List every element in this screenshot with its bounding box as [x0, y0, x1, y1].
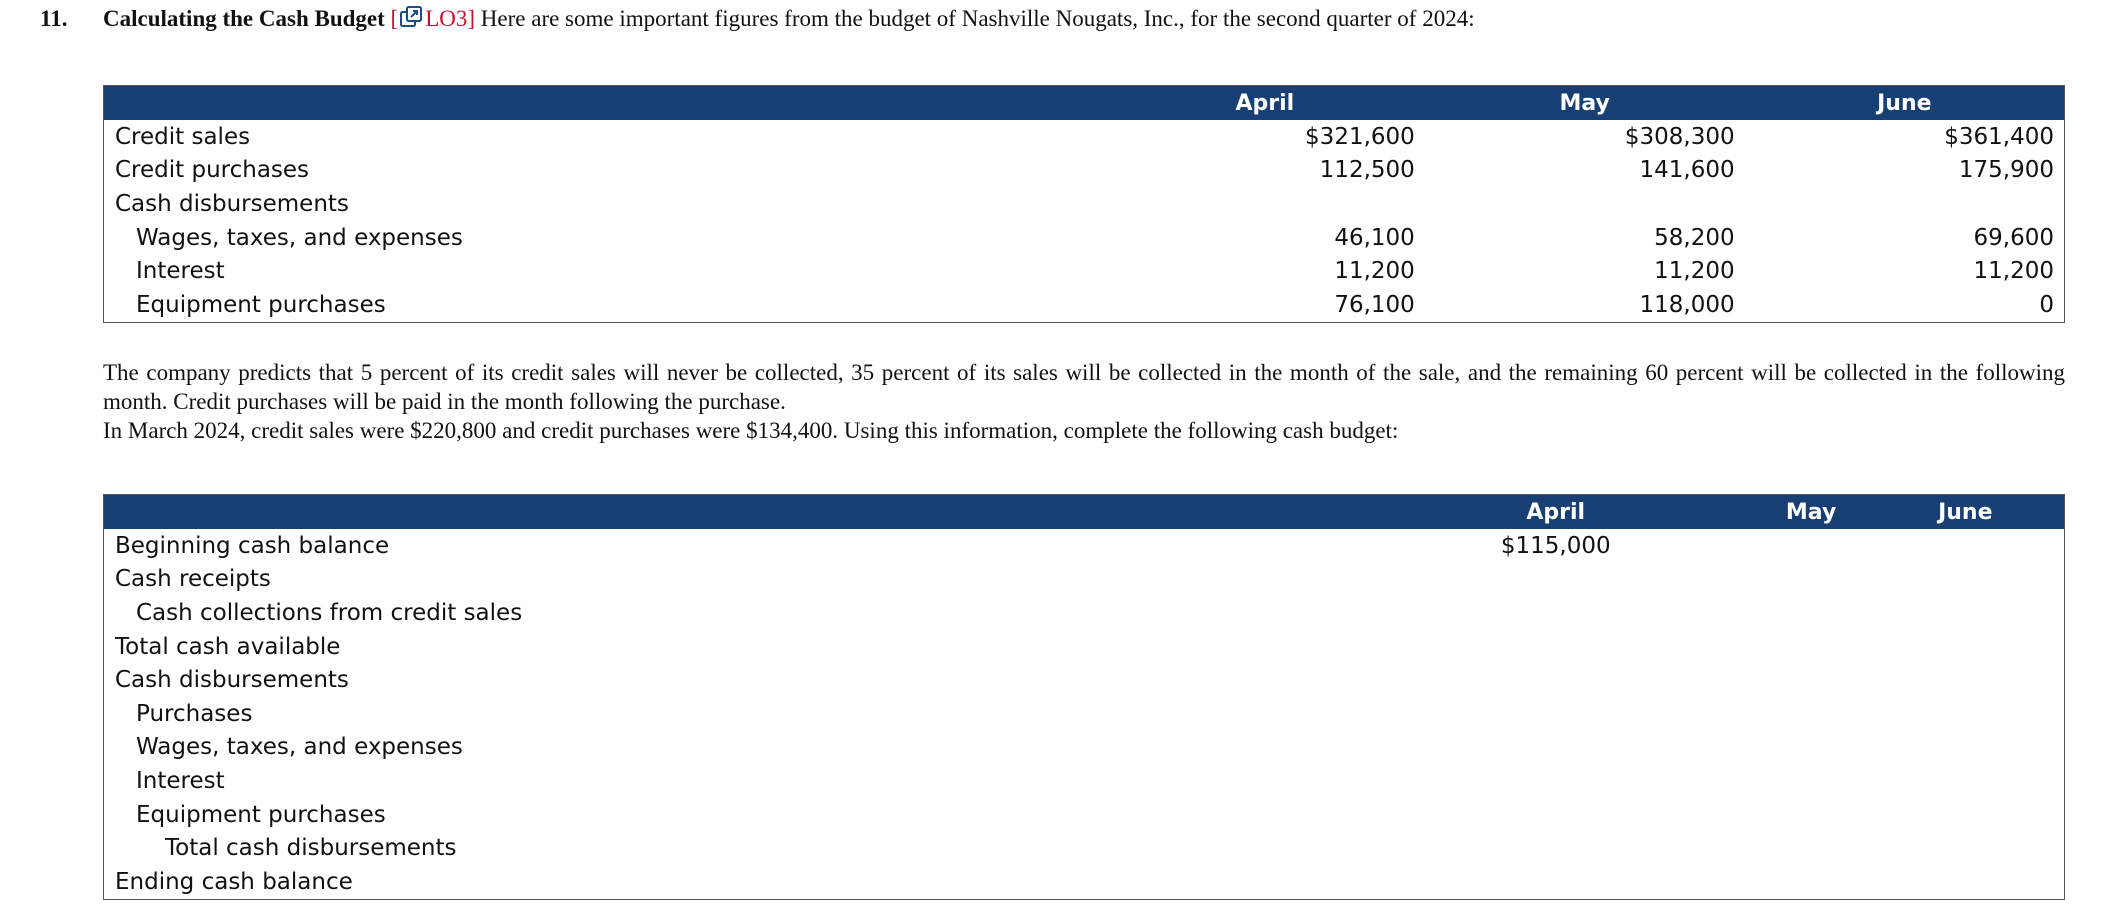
table-row	[104, 120, 2065, 154]
row-label: Wages, taxes, and expenses	[136, 734, 463, 761]
cell-value: 141,600	[1639, 157, 1735, 184]
table-row	[104, 254, 2065, 288]
cell-value	[1756, 831, 1867, 865]
table-row	[104, 596, 2065, 630]
cell-value: $115,000	[1500, 532, 1611, 559]
cell-value	[1867, 663, 2065, 697]
cell-value	[1756, 764, 1867, 798]
column-header-may: May	[1559, 90, 1610, 116]
cell-value	[1356, 731, 1756, 765]
cell-value: 11,200	[1334, 258, 1415, 285]
column-header-june: June	[1938, 499, 1993, 525]
column-header-april: April	[1526, 499, 1586, 525]
cell-value: $308,300	[1624, 123, 1735, 150]
cell-value	[1356, 865, 1756, 899]
problem-header	[40, 6, 1475, 32]
cell-value	[1867, 731, 2065, 765]
cell-value	[1867, 563, 2065, 597]
cell-value	[1356, 697, 1756, 731]
cell-value	[1356, 798, 1756, 832]
cell-value: $361,400	[1944, 123, 2054, 150]
cell-value	[1356, 563, 1756, 597]
cell-value	[1356, 596, 1756, 630]
cell-value: 112,500	[1319, 157, 1415, 184]
problem-description	[103, 358, 2065, 445]
bracket-open: [	[390, 6, 399, 31]
description-line: In March 2024, credit sales were $220,800 and credit purchases were $134,400. Using this information, complete the following cash budget:	[103, 418, 1399, 443]
learning-objective-link[interactable]	[391, 6, 476, 31]
row-label: Beginning cash balance	[115, 532, 390, 559]
cell-value: 46,100	[1334, 224, 1415, 251]
cell-value	[1756, 798, 1867, 832]
cell-value	[1867, 764, 2065, 798]
description-line: The company predicts that 5 percent of its credit sales will never be collected, 35 percent of its sales will be collected in the month of the sale, and the remaining 60 percent will be collected in the following month. Credit purchases will be paid in the month following the purchase.	[103, 360, 2065, 414]
row-label: Ending cash balance	[115, 868, 353, 895]
external-link-icon[interactable]	[399, 6, 423, 28]
table-row	[104, 630, 2065, 664]
cell-value	[1867, 596, 2065, 630]
cash-budget-table	[103, 494, 2065, 900]
cell-value: 175,900	[1958, 157, 2054, 184]
cell-value	[1756, 865, 1867, 899]
cell-value	[1425, 187, 1745, 221]
column-header-june: June	[1877, 90, 1932, 116]
cell-value: $321,600	[1305, 123, 1415, 150]
cell-value	[1756, 731, 1867, 765]
row-label: Total cash available	[115, 633, 341, 660]
cell-value: 11,200	[1973, 258, 2054, 285]
column-header	[104, 86, 1105, 121]
problem-title: Calculating the Cash Budget	[103, 6, 385, 31]
row-label: Cash collections from credit sales	[136, 599, 523, 626]
cell-value	[1756, 663, 1867, 697]
row-label: Credit sales	[115, 123, 251, 150]
cell-value: 0	[2039, 291, 2054, 318]
cell-value	[1867, 630, 2065, 664]
budget-figures-table	[103, 85, 2065, 323]
table-row	[104, 865, 2065, 899]
table-row	[104, 288, 2065, 322]
cell-value	[1745, 187, 2065, 221]
problem-number: 11.	[40, 6, 68, 31]
table-row	[104, 798, 2065, 832]
column-header-april: April	[1235, 90, 1295, 116]
table-row	[104, 563, 2065, 597]
cell-value: 76,100	[1334, 291, 1415, 318]
column-header-may: May	[1785, 499, 1837, 525]
row-label: Interest	[136, 767, 225, 794]
cell-value	[1105, 187, 1425, 221]
cell-value	[1867, 831, 2065, 865]
cell-value	[1756, 596, 1867, 630]
cell-value	[1356, 764, 1756, 798]
cell-value	[1756, 630, 1867, 664]
table-row	[104, 529, 2065, 563]
cell-value: 118,000	[1639, 291, 1735, 318]
cell-value	[1356, 831, 1756, 865]
cell-value	[1756, 563, 1867, 597]
table-header-row	[104, 495, 2065, 530]
table-row	[104, 831, 2065, 865]
cell-value	[1756, 697, 1867, 731]
row-label: Interest	[136, 258, 225, 285]
row-label: Equipment purchases	[136, 801, 386, 828]
cell-value: 11,200	[1654, 258, 1735, 285]
row-label: Equipment purchases	[136, 291, 386, 318]
problem-intro: Here are some important figures from the budget of Nashville Nougats, Inc., for the second quarter of 2024:	[480, 6, 1475, 31]
cell-value	[1867, 529, 2065, 563]
cell-value	[1756, 529, 1867, 563]
learning-objective-label: LO3]	[425, 6, 476, 31]
table-row	[104, 764, 2065, 798]
table-header-row	[104, 86, 2065, 121]
table-row	[104, 221, 2065, 255]
cell-value	[1356, 630, 1756, 664]
row-label: Total cash disbursements	[165, 835, 457, 862]
row-label: Credit purchases	[115, 157, 310, 184]
row-label: Cash receipts	[115, 566, 271, 593]
cell-value	[1867, 798, 2065, 832]
cell-value: 58,200	[1654, 224, 1735, 251]
column-header	[104, 495, 1356, 530]
table-row	[104, 697, 2065, 731]
table-row	[104, 663, 2065, 697]
cell-value	[1867, 697, 2065, 731]
table-row	[104, 731, 2065, 765]
row-label: Cash disbursements	[115, 667, 349, 694]
table-row	[104, 187, 2065, 221]
row-label: Wages, taxes, and expenses	[136, 224, 463, 251]
cell-value	[1867, 865, 2065, 899]
table-row	[104, 154, 2065, 188]
row-label: Purchases	[136, 700, 253, 727]
cell-value: 69,600	[1973, 224, 2054, 251]
row-label: Cash disbursements	[115, 190, 349, 217]
cell-value	[1356, 663, 1756, 697]
